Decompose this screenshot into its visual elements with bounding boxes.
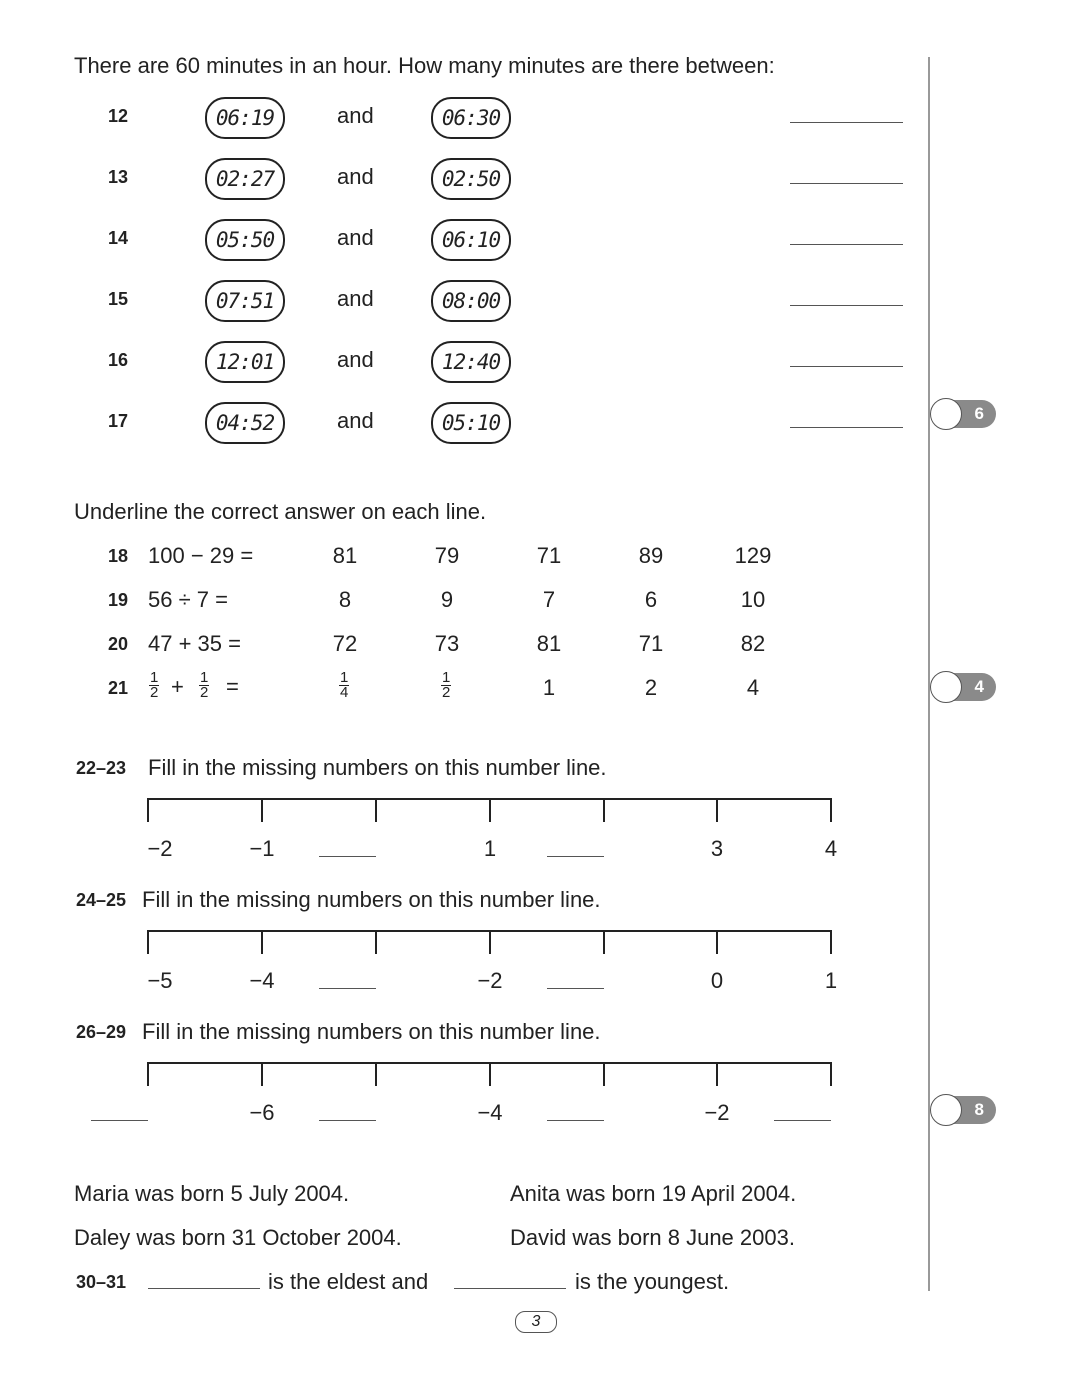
fraction-half <box>149 671 159 700</box>
number-label: −1 <box>249 836 275 861</box>
tick-mark <box>261 798 263 822</box>
tick-mark <box>261 930 263 954</box>
digital-clock-end: 12:40 <box>431 341 511 383</box>
answer-option[interactable]: 81 <box>536 631 562 656</box>
tick-mark <box>489 1062 491 1086</box>
question-number: 30–31 <box>76 1272 127 1292</box>
youngest-text: is the youngest. <box>575 1269 730 1294</box>
question-number: 16 <box>108 350 129 370</box>
expression: 100 − 29 = <box>148 543 254 568</box>
and-label: and <box>337 286 374 311</box>
digital-clock-end: 05:10 <box>431 402 511 444</box>
birth-david: David was born 8 June 2003. <box>510 1225 795 1250</box>
question-number: 13 <box>108 167 129 187</box>
question-number: 21 <box>108 678 129 698</box>
birth-anita: Anita was born 19 April 2004. <box>510 1181 797 1206</box>
number-label: −2 <box>147 836 173 861</box>
answer-option[interactable]: 89 <box>638 543 664 568</box>
question-number: 24–25 <box>76 890 127 910</box>
digital-clock-end: 06:10 <box>431 219 511 261</box>
question-number: 14 <box>108 228 129 248</box>
tick-mark <box>603 930 605 954</box>
digital-clock-start: 02:27 <box>205 158 285 200</box>
answer-option[interactable]: 4 <box>746 675 760 700</box>
answer-line[interactable] <box>790 366 903 367</box>
denominator: 2 <box>442 684 451 701</box>
tick-mark <box>716 930 718 954</box>
score-value: 4 <box>944 673 996 701</box>
denominator: 2 <box>150 684 159 701</box>
number-label: −5 <box>147 968 173 993</box>
score-value: 8 <box>944 1096 996 1124</box>
answer-option[interactable]: 2 <box>644 675 658 700</box>
numerator: 1 <box>150 669 159 686</box>
eldest-text: is the eldest and <box>268 1269 429 1294</box>
missing-number-blank[interactable] <box>319 1120 376 1121</box>
numerator: 1 <box>340 669 349 686</box>
tick-mark <box>489 930 491 954</box>
digital-clock-start: 12:01 <box>205 341 285 383</box>
tick-mark <box>830 1062 832 1086</box>
tick-mark <box>375 930 377 954</box>
answer-option[interactable]: 129 <box>734 543 772 568</box>
tick-mark <box>147 930 149 954</box>
plus-sign: + <box>171 674 184 699</box>
digital-clock-end: 08:00 <box>431 280 511 322</box>
answer-option[interactable]: 82 <box>740 631 766 656</box>
digital-clock-start: 07:51 <box>205 280 285 322</box>
number-line <box>148 798 831 824</box>
youngest-answer-line[interactable] <box>454 1288 566 1289</box>
missing-number-blank[interactable] <box>547 1120 604 1121</box>
answer-option[interactable]: 81 <box>332 543 358 568</box>
tick-mark <box>830 798 832 822</box>
score-badge <box>930 671 996 703</box>
denominator: 4 <box>340 684 349 701</box>
score-circle[interactable] <box>930 398 962 430</box>
missing-number-blank[interactable] <box>547 988 604 989</box>
digital-clock-start: 06:19 <box>205 97 285 139</box>
number-label: 1 <box>824 968 838 993</box>
tick-mark <box>147 1062 149 1086</box>
answer-option[interactable]: 79 <box>434 543 460 568</box>
question-number: 19 <box>108 590 129 610</box>
question-number: 18 <box>108 546 129 566</box>
and-label: and <box>337 347 374 372</box>
number-label: −2 <box>477 968 503 993</box>
section1-title: There are 60 minutes in an hour. How many minutes are there between: <box>74 53 775 78</box>
answer-line[interactable] <box>790 122 903 123</box>
tick-mark <box>716 1062 718 1086</box>
number-label: 0 <box>710 968 724 993</box>
digital-clock-start: 05:50 <box>205 219 285 261</box>
answer-line[interactable] <box>790 427 903 428</box>
number-label: 4 <box>824 836 838 861</box>
question-number: 22–23 <box>76 758 127 778</box>
number-label: 3 <box>710 836 724 861</box>
answer-line[interactable] <box>790 244 903 245</box>
answer-line[interactable] <box>790 305 903 306</box>
and-label: and <box>337 103 374 128</box>
answer-option[interactable] <box>441 671 451 700</box>
question-number: 26–29 <box>76 1022 127 1042</box>
answer-option[interactable]: 1 <box>542 675 556 700</box>
number-label: −2 <box>704 1100 730 1125</box>
expression: 47 + 35 = <box>148 631 241 656</box>
tick-mark <box>147 798 149 822</box>
answer-option[interactable]: 6 <box>644 587 658 612</box>
question-number: 17 <box>108 411 129 431</box>
question-number: 15 <box>108 289 129 309</box>
answer-option[interactable]: 71 <box>638 631 664 656</box>
denominator: 2 <box>200 684 209 701</box>
birth-maria: Maria was born 5 July 2004. <box>74 1181 350 1206</box>
tick-mark <box>375 798 377 822</box>
score-badge <box>930 398 996 430</box>
number-label: −6 <box>249 1100 275 1125</box>
score-value: 6 <box>944 400 996 428</box>
tick-mark <box>603 1062 605 1086</box>
answer-option[interactable]: 10 <box>740 587 766 612</box>
answer-option[interactable]: 9 <box>440 587 454 612</box>
missing-number-blank[interactable] <box>319 856 376 857</box>
digital-clock-end: 02:50 <box>431 158 511 200</box>
answer-option[interactable]: 8 <box>338 587 352 612</box>
missing-number-blank[interactable] <box>91 1120 148 1121</box>
number-label: −4 <box>477 1100 503 1125</box>
tick-mark <box>716 798 718 822</box>
digital-clock-start: 04:52 <box>205 402 285 444</box>
numberline-instruction: Fill in the missing numbers on this number line. <box>142 1019 601 1044</box>
answer-option[interactable]: 71 <box>536 543 562 568</box>
and-label: and <box>337 225 374 250</box>
number-label: −4 <box>249 968 275 993</box>
eldest-answer-line[interactable] <box>148 1288 260 1289</box>
missing-number-blank[interactable] <box>774 1120 831 1121</box>
answer-line[interactable] <box>790 183 903 184</box>
equals-sign: = <box>226 674 239 699</box>
score-circle[interactable] <box>930 671 962 703</box>
and-label: and <box>337 164 374 189</box>
numberline-instruction: Fill in the missing numbers on this number line. <box>142 887 601 912</box>
fraction-half <box>199 671 209 700</box>
numerator: 1 <box>442 669 451 686</box>
answer-option[interactable]: 72 <box>332 631 358 656</box>
numerator: 1 <box>200 669 209 686</box>
score-badge <box>930 1094 996 1126</box>
answer-option[interactable]: 73 <box>434 631 460 656</box>
number-line <box>148 930 831 956</box>
tick-mark <box>830 930 832 954</box>
answer-option[interactable] <box>339 671 349 700</box>
missing-number-blank[interactable] <box>319 988 376 989</box>
page-number: 3 <box>515 1311 557 1333</box>
birth-daley: Daley was born 31 October 2004. <box>74 1225 402 1250</box>
digital-clock-end: 06:30 <box>431 97 511 139</box>
and-label: and <box>337 408 374 433</box>
answer-option[interactable]: 7 <box>542 587 556 612</box>
tick-mark <box>603 798 605 822</box>
tick-mark <box>261 1062 263 1086</box>
question-number: 20 <box>108 634 129 654</box>
missing-number-blank[interactable] <box>547 856 604 857</box>
number-label: 1 <box>483 836 497 861</box>
score-circle[interactable] <box>930 1094 962 1126</box>
expression: 56 ÷ 7 = <box>148 587 228 612</box>
tick-mark <box>489 798 491 822</box>
section2-title: Underline the correct answer on each line. <box>74 499 487 524</box>
question-number: 12 <box>108 106 129 126</box>
number-line <box>148 1062 831 1088</box>
tick-mark <box>375 1062 377 1086</box>
numberline-instruction: Fill in the missing numbers on this number line. <box>148 755 607 780</box>
